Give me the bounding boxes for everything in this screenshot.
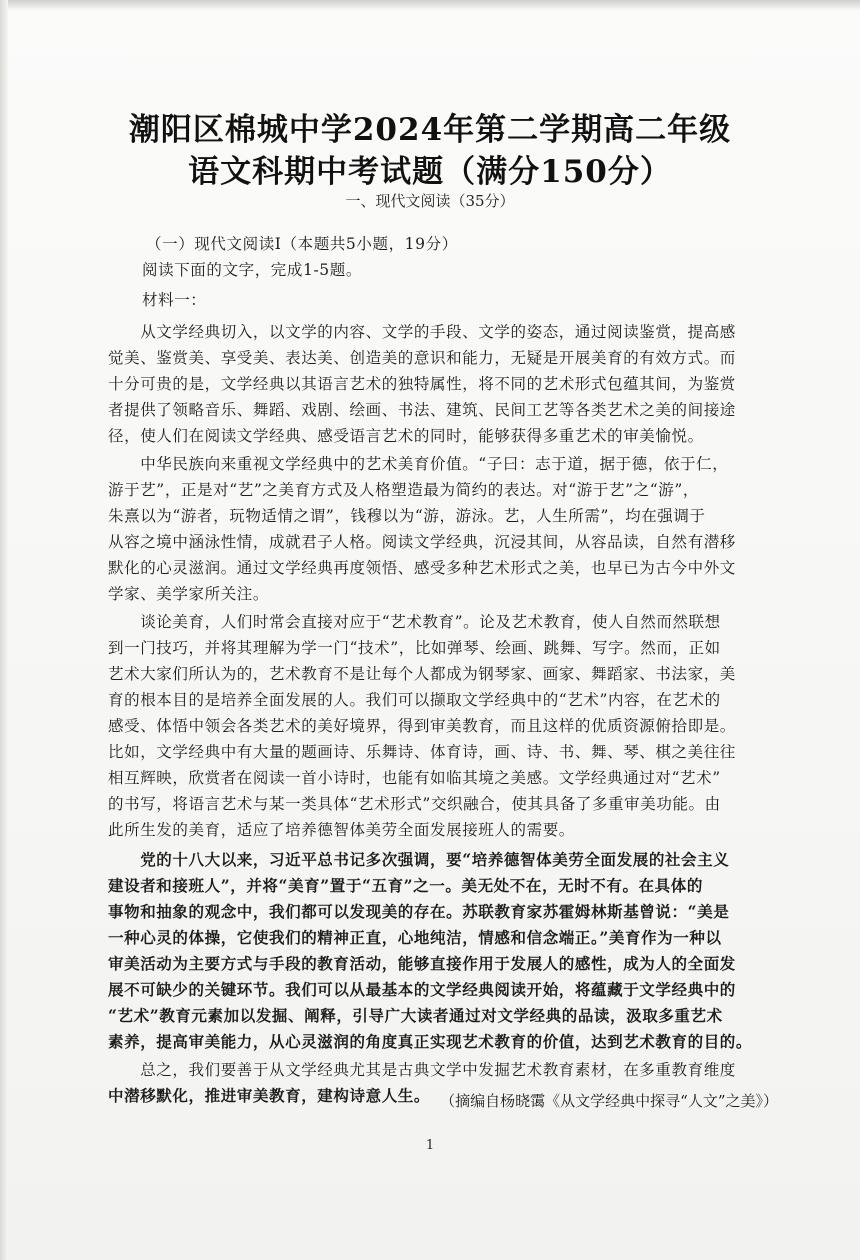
paragraph-line: 育的根本目的是培养全面发展的人。我们可以撷取文学经典中的“艺术”内容，在艺术的	[108, 691, 721, 709]
paragraph-line: 从文学经典切入，以文学的内容、文学的手段、文学的姿态，通过阅读鉴赏，提高感	[108, 323, 736, 341]
paragraph-line: 素养，提高审美能力，从心灵滋润的角度真正实现艺术教育的价值，达到艺术教育的目的。	[108, 1032, 753, 1051]
paragraph-line: 党的十八大以来，习近平总书记多次强调，要“培养德智体美劳全面发展的社会主义	[108, 850, 730, 869]
scan-edge-top	[0, 0, 860, 10]
part-heading: （一）现代文阅读Ⅰ（本题共5小题，19分）	[146, 235, 458, 253]
section-heading: 一、现代文阅读（35分）	[345, 192, 515, 210]
instruction: 阅读下面的文字，完成1-5题。	[142, 261, 362, 279]
paragraph-line: 朱熹以为“游者，玩物适情之谓”，钱穆以为“游，游泳。艺，人生所需”，均在强调于	[108, 507, 706, 525]
paragraph-line: 总之，我们要善于从文学经典尤其是古典文学中发掘艺术教育素材，在多重教育维度	[108, 1061, 736, 1079]
paragraph-line: 游于艺”，正是对“艺”之美育方式及人格塑造最为简约的表达。对“游于艺”之“游”，	[108, 481, 699, 499]
paragraph-line: 中潜移默化，推进审美教育，建构诗意人生。	[108, 1086, 431, 1105]
paragraph-line: 此所生发的美育，适应了培养德智体美劳全面发展接班人的需要。	[108, 821, 575, 839]
paragraph-line: 从容之境中涵泳性情，成就君子人格。阅读文学经典，沉浸其间，从容品读，自然有潜移	[108, 533, 736, 551]
material-label: 材料一：	[142, 291, 207, 309]
paragraph-line: “艺术”教育元素加以发掘、阐释，引导广大读者通过对文学经典的品读，汲取多重艺术	[108, 1006, 723, 1025]
paragraph-line: 相互辉映，欣赏者在阅读一首小诗时，也能有如临其境之美感。文学经典通过对“艺术”	[108, 769, 721, 787]
paragraph-line: 比如，文学经典中有大量的题画诗、乐舞诗、体育诗，画、诗、书、舞、琴、棋之美往往	[108, 743, 736, 761]
exam-title-line2: 语文科期中考试题（满分150分）	[188, 154, 672, 190]
paragraph-line: 到一门技巧，并将其理解为学一门“技术”，比如弹琴、绘画、跳舞、写字。然而，正如	[108, 639, 721, 657]
paragraph-line: 事物和抽象的观念中，我们都可以发现美的存在。苏联教育家苏霍姆林斯基曾说：“美是	[108, 902, 730, 921]
paragraph-line: 的书写，将语言艺术与某一类具体“艺术形式”交织融合，使其具备了多重审美功能。由	[108, 795, 721, 813]
paragraph-line: 展不可缺少的关键环节。我们可以从最基本的文学经典阅读开始，将蕴藏于文学经典中的	[108, 980, 736, 999]
paragraph-line: 艺术大家们所认为的，艺术教育不是让每个人都成为钢琴家、画家、舞蹈家、书法家，美	[108, 665, 736, 683]
paragraph-line: 审美活动为主要方式与手段的教育活动，能够直接作用于发展人的感性，成为人的全面发	[108, 954, 736, 973]
paragraph-line: 建设者和接班人”，并将“美育”置于“五育”之一。美无处不在，无时不有。在具体的	[108, 876, 703, 895]
paragraph-line: 感受、体悟中领会各类艺术的美好境界，得到审美教育，而且这样的优质资源俯拾即是。	[108, 717, 736, 735]
page-number: 1	[425, 1138, 435, 1153]
paragraph-line: 默化的心灵滋润。通过文学经典再度领悟、感受多种艺术形式之美，也早已为古今中外文	[108, 559, 736, 577]
paragraph-line: 学家、美学家所关注。	[108, 585, 270, 603]
paragraph-line: 者提供了领略音乐、舞蹈、戏剧、绘画、书法、建筑、民间工艺等各类艺术之美的间接途	[108, 401, 736, 419]
paragraph-line: 十分可贵的是，文学经典以其语言艺术的独特属性，将不同的艺术形式包蕴其间，为鉴赏	[108, 375, 736, 393]
paragraph-line: 径，使人们在阅读文学经典、感受语言艺术的同时，能够获得多重艺术的审美愉悦。	[108, 427, 704, 445]
paragraph-line: 谈论美育，人们时常会直接对应于“艺术教育”。论及艺术教育，使人自然而然联想	[108, 613, 721, 631]
source-citation: （摘编自杨晓霭《从文学经典中探寻“人文”之美》）	[440, 1092, 778, 1110]
paragraph-line: 中华民族向来重视文学经典中的艺术美育价值。“子曰：志于道，据于德，依于仁，	[108, 455, 729, 473]
paragraph-line: 一种心灵的体操，它使我们的精神正直，心地纯洁，情感和信念端正。”美育作为一种以	[108, 928, 722, 947]
paragraph-line: 觉美、鉴赏美、享受美、表达美、创造美的意识和能力，无疑是开展美育的有效方式。而	[108, 349, 736, 367]
exam-title-line1: 潮阳区棉城中学2024年第二学期高二年级	[128, 112, 732, 148]
